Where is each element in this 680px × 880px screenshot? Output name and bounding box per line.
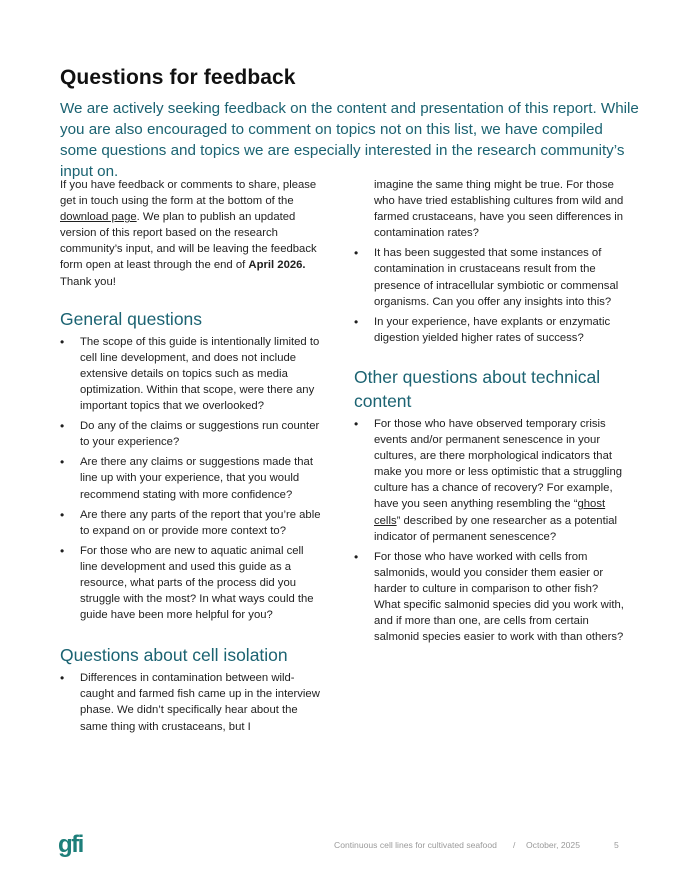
download-page-link[interactable]: download page — [60, 211, 137, 224]
list-item: • Are there any parts of the report that you’re able to expand on or provide more context to? — [60, 507, 322, 539]
cell-isolation-list-part2 — [354, 245, 624, 346]
list-item-continuation: imagine the same thing might be true. For those who have tried establishing cultures from wild and farmed crustaceans, have you seen differences in contamination rates? — [374, 179, 624, 240]
gfi-logo-text: gfi — [58, 832, 83, 858]
general-questions-list — [60, 334, 322, 624]
left-column — [60, 177, 322, 735]
general-questions-heading: General questions — [60, 308, 203, 329]
list-item: • It has been suggested that some instances of contamination in crustaceans result from the presence of intracellular symbiotic or commensal organisms. Can you offer any insights into this? — [354, 245, 624, 309]
technical-content-heading: Other questions about technical content — [354, 366, 601, 411]
list-item: • In your experience, have explants or enzymatic digestion yielded higher rates of success? — [354, 314, 624, 346]
list-item: • For those who are new to aquatic animal cell line development and used this guide as a resource, what parts of the process did you struggle with the most? In what ways could the guide have been more helpful for you? — [60, 543, 322, 623]
list-item: • The scope of this guide is intentionally limited to cell line development, and does not include extensive details on topics such as media optimization. Within that scope, were there any important topics that we overlooked? — [60, 334, 322, 414]
page-title: Questions for feedback — [60, 66, 296, 89]
page-footer — [0, 832, 680, 860]
tech-item1-text-1: For those who have observed temporary crisis events and/or permanent senescence in your cultures, are there morphological indicators that make you more or less optimistic that a struggling culture has a chance of recovery? For example, have you seen anything resembling the “ — [374, 417, 623, 511]
feedback-text-2: . We plan to publish an updated version of this report based on the research community’s input, and will be leaving the feedback form open at least through the end of — [60, 211, 317, 272]
feedback-text-1: If you have feedback or comments to share, please get in touch using the form at the bottom of the — [60, 179, 317, 208]
gfi-logo — [58, 832, 88, 860]
right-column — [354, 177, 624, 645]
list-item: • Differences in contamination between wild-caught and farmed fish came up in the interview phase. We didn’t specifically hear about the same thing with crustaceans, but I — [60, 670, 322, 734]
tech-item1-text-2: ” described by one researcher as a potential indicator of permanent senescence? — [374, 514, 618, 543]
list-item: • Do any of the claims or suggestions run counter to your experience? — [60, 418, 322, 450]
footer-separator: / — [513, 840, 516, 850]
page-number: 5 — [614, 840, 619, 850]
feedback-closing: Thank you! — [60, 275, 116, 288]
cell-isolation-list-part1 — [60, 670, 322, 734]
deadline-date: April 2026. — [248, 259, 306, 272]
feedback-paragraph — [60, 177, 322, 290]
list-item: • Are there any claims or suggestions made that line up with your experience, that you would recommend stating with more confidence? — [60, 454, 322, 502]
list-item — [354, 416, 624, 545]
intro-paragraph: We are actively seeking feedback on the content and presentation of this report. While you are also encouraged to comment on topics not on this list, we have compiled some questions and topics we are especially interested in the research community’s input on. — [60, 100, 639, 180]
ghost-cells-link[interactable]: ghost cells — [374, 498, 606, 527]
footer-report-title: Continuous cell lines for cultivated seafood — [334, 840, 497, 850]
footer-date: October, 2025 — [526, 840, 580, 850]
technical-content-list — [354, 416, 624, 645]
cell-isolation-heading: Questions about cell isolation — [60, 645, 288, 666]
list-item: • For those who have worked with cells from salmonids, would you consider them easier or harder to culture in comparison to other fish? What specific salmonid species did you work with, and if more than one, are cells from certain salmonid species easier to work with than others? — [354, 549, 624, 646]
